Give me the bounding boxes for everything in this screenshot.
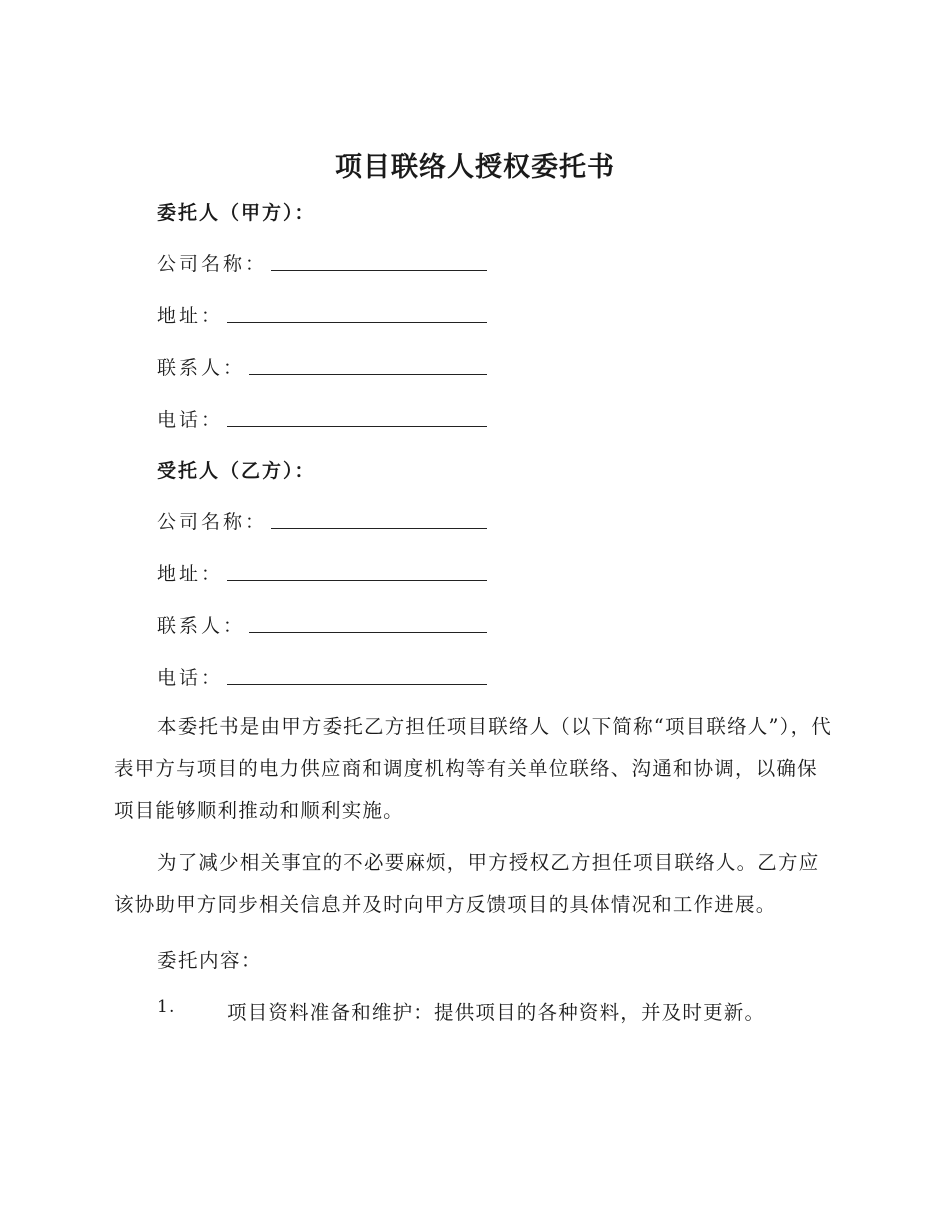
party-b-company-blank bbox=[271, 527, 487, 529]
party-b-contact-blank bbox=[249, 631, 487, 633]
party-b-company-label: 公司名称： bbox=[157, 511, 268, 533]
party-b-company-field bbox=[157, 504, 487, 534]
party-b-contact-label: 联系人： bbox=[157, 615, 246, 637]
party-b-heading: 受托人（乙方）： bbox=[157, 460, 316, 482]
party-a-address-label: 地址： bbox=[157, 305, 224, 327]
party-b-contact-field bbox=[157, 608, 487, 638]
party-b-address-label: 地址： bbox=[157, 563, 224, 585]
list-item bbox=[157, 997, 765, 1025]
party-a-heading: 委托人（甲方）： bbox=[157, 202, 316, 224]
party-b-phone-field bbox=[157, 660, 487, 690]
party-a-contact-blank bbox=[249, 373, 487, 375]
party-b-phone-blank bbox=[227, 683, 487, 685]
party-a-company-blank bbox=[271, 269, 487, 271]
party-a-phone-blank bbox=[227, 425, 487, 427]
party-b-address-field bbox=[157, 556, 487, 586]
paragraph-1: 本委托书是由甲方委托乙方担任项目联络人（以下简称“项目联络人”），代表甲方与项目的电力供应商和调度机构等有关单位联络、沟通和协调，以确保项目能够顺利推动和顺利实施。 bbox=[114, 715, 832, 822]
party-a-company-label: 公司名称： bbox=[157, 253, 268, 275]
party-a-company-field bbox=[157, 246, 487, 276]
party-a-address-blank bbox=[227, 321, 487, 323]
list-item-number: 1. bbox=[157, 997, 176, 1017]
content-heading: 委托内容： bbox=[157, 949, 263, 972]
party-a-phone-field bbox=[157, 402, 487, 432]
paragraph-2: 为了减少相关事宜的不必要麻烦，甲方授权乙方担任项目联络人。乙方应该协助甲方同步相关信息并及时向甲方反馈项目的具体情况和工作进展。 bbox=[114, 851, 820, 916]
party-a-phone-label: 电话： bbox=[157, 409, 224, 431]
party-a-contact-field bbox=[157, 350, 487, 380]
party-b-address-blank bbox=[227, 579, 487, 581]
party-a-contact-label: 联系人： bbox=[157, 357, 246, 379]
list-item-text: 项目资料准备和维护：提供项目的各种资料，并及时更新。 bbox=[227, 1001, 766, 1024]
party-b-phone-label: 电话： bbox=[157, 667, 224, 689]
party-a-address-field bbox=[157, 298, 487, 328]
document-title: 项目联络人授权委托书 bbox=[335, 152, 615, 183]
